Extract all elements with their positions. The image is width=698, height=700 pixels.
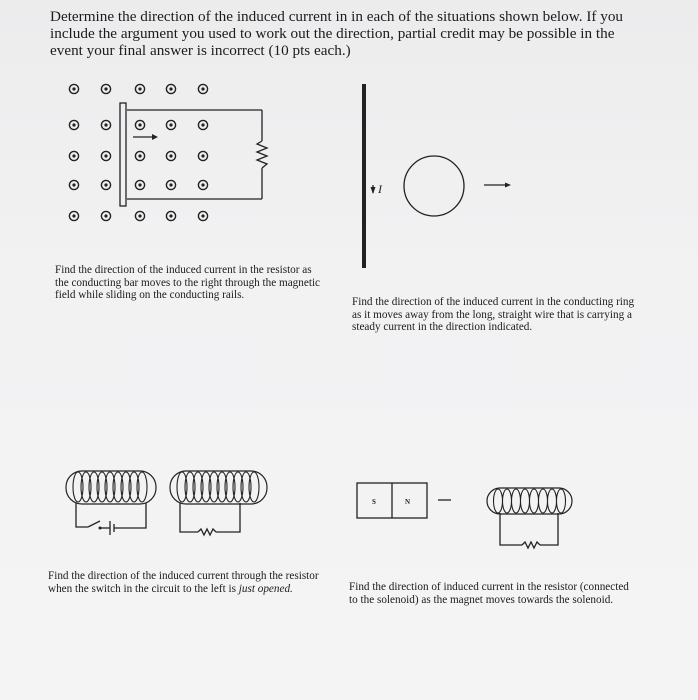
field-out-of-page-icon — [69, 211, 78, 220]
coil-winding-loop — [530, 489, 539, 513]
instructions-heading: Determine the direction of the induced current in in each of the situations shown below. If you include the argument you used to work out the direction, partial credit may be possible in the event your final answer is incorrect (10 pts each.) — [50, 8, 624, 59]
problem-2-caption: Find the direction of the induced current in the conducting ring as it moves away from the long, straight wire that is carrying a steady current in the direction indicated. — [352, 296, 635, 334]
field-out-of-page-icon — [198, 151, 207, 160]
conducting-ring — [404, 156, 464, 216]
primary-coil-body — [66, 471, 156, 504]
coil-winding-loop — [503, 489, 512, 513]
field-out-of-page-icon — [101, 120, 110, 129]
field-out-of-page-icon — [166, 211, 175, 220]
problem-3-caption-emphasis: just opened. — [238, 582, 293, 595]
coil-winding-loop — [512, 489, 521, 513]
secondary-wire-right — [216, 503, 240, 532]
rail-bar-diagram — [69, 84, 267, 220]
problem-4-caption: Find the direction of induced current in the resistor (connected to the solenoid) as the magnet moves towards the solenoid. — [349, 581, 629, 606]
magnet-north-label: N — [405, 498, 411, 506]
switch-blade — [88, 521, 100, 527]
field-out-of-page-icon — [135, 84, 144, 93]
secondary-coil-windings — [177, 472, 259, 502]
secondary-wire-left — [180, 503, 198, 532]
field-out-of-page-icon — [135, 120, 144, 129]
field-out-of-page-icon — [198, 211, 207, 220]
field-out-of-page-icon — [101, 151, 110, 160]
primary-coil-windings — [73, 472, 147, 502]
coils-switch-diagram — [66, 471, 267, 535]
field-out-of-page-icon — [198, 84, 207, 93]
resistor-1-icon — [257, 141, 267, 168]
magnet-solenoid-diagram — [357, 483, 572, 548]
problem-1-caption: Find the direction of the induced current in the resistor as the conducting bar moves to the right through the magnetic field while sliding on the conducting rails. — [55, 264, 321, 302]
field-out-of-page-icon — [135, 151, 144, 160]
velocity-arrowhead-icon — [152, 134, 158, 140]
magnet-south-label: S — [372, 498, 376, 506]
wire-ring-diagram — [364, 84, 511, 268]
field-out-of-page-icon — [166, 151, 175, 160]
primary-wire-right — [114, 503, 146, 528]
field-out-of-page-icon — [101, 180, 110, 189]
field-out-of-page-icon — [198, 180, 207, 189]
coil-winding-loop — [548, 489, 557, 513]
ring-velocity-arrowhead-icon — [505, 183, 511, 188]
field-out-of-page-icon — [135, 180, 144, 189]
field-out-of-page-icon — [166, 84, 175, 93]
current-label: I — [378, 182, 382, 196]
field-out-of-page-icon — [69, 180, 78, 189]
field-out-of-page-icon — [135, 211, 144, 220]
field-out-of-page-icon — [69, 151, 78, 160]
coil-winding-loop — [557, 489, 566, 513]
conducting-bar — [120, 103, 126, 206]
field-out-of-page-icon — [69, 120, 78, 129]
primary-wire-left — [76, 503, 88, 527]
coil-winding-loop — [539, 489, 548, 513]
field-out-of-page-icon — [69, 84, 78, 93]
coil-winding-loop — [521, 489, 530, 513]
coil-winding-loop — [494, 489, 503, 513]
field-out-of-page-icon — [101, 84, 110, 93]
field-out-of-page-icon — [198, 120, 207, 129]
field-out-of-page-icon — [101, 211, 110, 220]
field-out-of-page-icon — [166, 120, 175, 129]
solenoid-wire-right — [540, 513, 558, 545]
field-out-of-page-icon — [166, 180, 175, 189]
resistor-4-icon — [522, 542, 540, 548]
solenoid-wire-left — [500, 513, 522, 545]
magnetic-field-dots — [69, 84, 207, 220]
solenoid-windings — [494, 489, 566, 513]
resistor-3-icon — [198, 529, 216, 535]
problem-3-caption-main: Find the direction of the induced current through the resistor when the switch in the circuit to the left is — [48, 570, 319, 595]
current-arrowhead-icon — [371, 187, 376, 194]
